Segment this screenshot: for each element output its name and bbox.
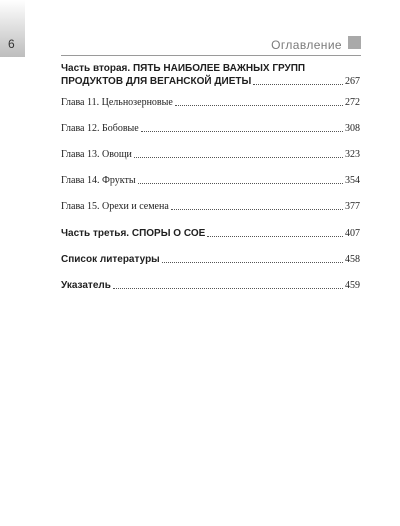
toc-part3-title-group [61,227,205,240]
toc-entry-part3[interactable] [61,227,360,240]
toc-entry-chapter-12[interactable] [61,122,360,135]
dot-leader [113,288,343,289]
dot-leader [162,262,343,263]
toc-entry-chapter-14[interactable] [61,174,360,187]
toc-part3-title: СПОРЫ О СОЕ [131,228,206,239]
toc-chapter-page: 377 [345,201,360,212]
toc-part3-label: Часть третья. [61,228,130,239]
toc-chapter-title: Глава 13. Овощи [61,149,132,160]
toc-entry-part2[interactable] [61,62,360,88]
toc-part2-page: 267 [345,76,360,87]
page-number: 6 [8,37,15,51]
dot-leader [207,236,343,237]
dot-leader [175,105,343,106]
toc-part2-title-line2: ПРОДУКТОВ ДЛЯ ВЕГАНСКОЙ ДИЕТЫ [61,76,252,87]
dot-leader [134,157,343,158]
toc-entry-chapter-15[interactable] [61,200,360,213]
dot-leader [171,209,343,210]
toc-entry-bibliography[interactable] [61,253,360,266]
toc-chapter-title: Глава 15. Орехи и семена [61,201,169,212]
toc-part2-title-line1: ПЯТЬ НАИБОЛЕЕ ВАЖНЫХ ГРУПП [132,63,306,74]
dot-leader [141,131,343,132]
toc-entry-chapter-11[interactable] [61,96,360,109]
toc-part2-line1 [61,62,360,75]
header-square-marker [348,36,361,49]
running-title: Оглавление [271,38,342,52]
toc-part3-page: 407 [345,228,360,239]
toc-chapter-title: Глава 12. Бобовые [61,123,139,134]
dot-leader [253,84,343,85]
toc-chapter-page: 323 [345,149,360,160]
header-divider [61,55,361,56]
toc-entry-index[interactable] [61,279,360,292]
toc-index-page: 459 [345,280,360,291]
toc-chapter-title: Глава 11. Цельнозерновые [61,97,173,108]
toc-entry-chapter-13[interactable] [61,148,360,161]
toc-chapter-page: 308 [345,123,360,134]
toc-index-title: Указатель [61,280,111,291]
toc-chapter-title: Глава 14. Фрукты [61,175,136,186]
toc-chapter-page: 272 [345,97,360,108]
toc-bibliography-title: Список литературы [61,254,160,265]
dot-leader [138,183,343,184]
toc-part2-line2 [61,75,360,88]
toc-part2-label: Часть вторая. [61,63,131,74]
toc-chapter-page: 354 [345,175,360,186]
toc-bibliography-page: 458 [345,254,360,265]
